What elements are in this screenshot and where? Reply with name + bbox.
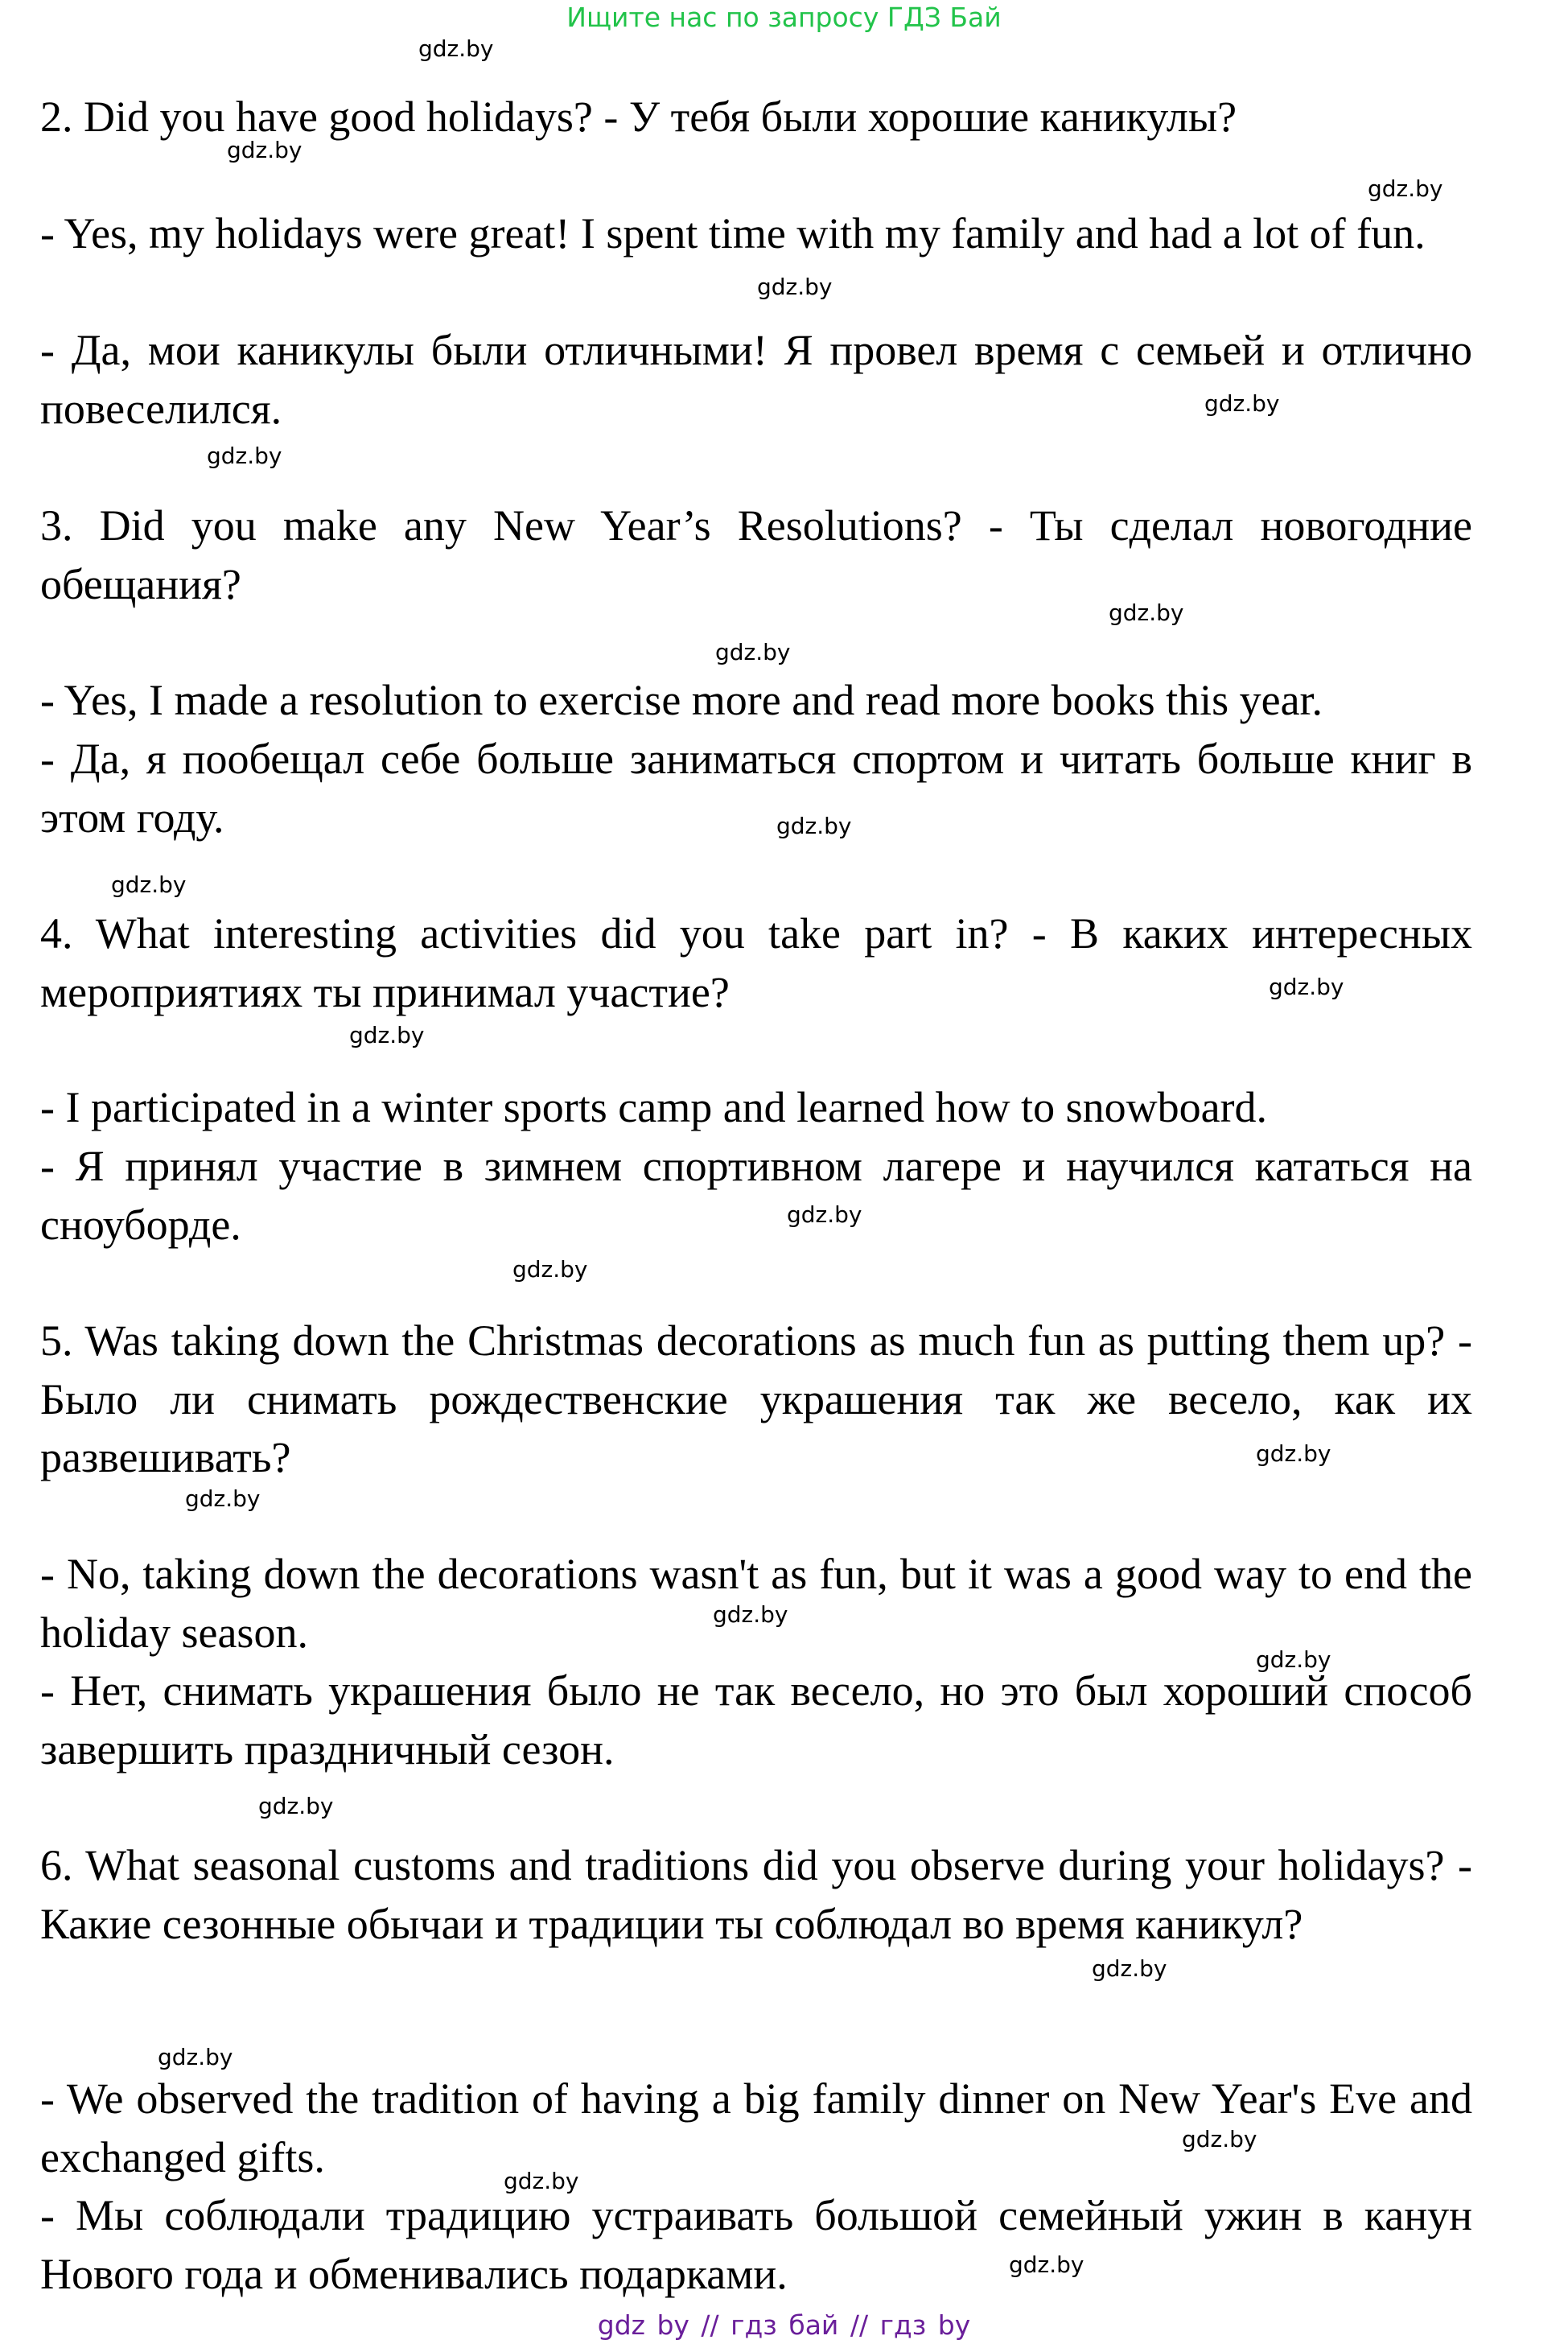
answer-3-english: - Yes, I made a resolution to exercise more and read more books this year. (40, 676, 1323, 724)
watermark: gdz.by (111, 871, 187, 898)
watermark: gdz.by (776, 813, 852, 839)
answer-4-english: - I participated in a winter sports camp and learned how to snowboard. (40, 1083, 1268, 1131)
answer-4-russian: - Я принял участие в зимнем спортивном лагере и научился кататься на сноуборде. (40, 1142, 1472, 1249)
answer-2-english: - Yes, my holidays were great! I spent time with my family and had a lot of fun. (40, 209, 1426, 257)
watermark: gdz.by (1204, 390, 1280, 417)
watermark: gdz.by (1269, 974, 1344, 1000)
watermark: gdz.by (207, 443, 282, 469)
answer-5-english: - No, taking down the decorations wasn't as fun, but it was a good way to end the holiday season. (40, 1550, 1472, 1657)
watermark: gdz.by (1009, 2251, 1084, 2278)
watermark: gdz.by (512, 1256, 588, 1283)
watermark: gdz.by (349, 1022, 425, 1048)
watermark: gdz.by (227, 137, 302, 163)
footer-links[interactable]: gdz by // гдз бай // гдз by (597, 2309, 971, 2341)
watermark: gdz.by (1368, 175, 1443, 202)
question-6: 6. What seasonal customs and traditions did you observe during your holidays? - Какие сезонные обычаи и традиции ты соблюдал во время каникул? (40, 1841, 1472, 1948)
watermark: gdz.by (1256, 1646, 1331, 1673)
watermark: gdz.by (757, 274, 833, 300)
search-hint-banner[interactable]: Ищите нас по запросу ГДЗ Бай (566, 2, 1002, 33)
watermark: gdz.by (713, 1601, 788, 1628)
question-5: 5. Was taking down the Christmas decorations as much fun as putting them up? - Было ли снимать рождественские украшения так же весело, как их развешивать? (40, 1316, 1472, 1481)
watermark: gdz.by (715, 639, 791, 665)
answer-2-russian: - Да, мои каникулы были отличными! Я провел время с семьей и отлично повеселился. (40, 326, 1472, 433)
watermark: gdz.by (1109, 599, 1184, 626)
answer-3-russian: - Да, я пообещал себе больше заниматься спортом и читать больше книг в этом году. (40, 735, 1472, 842)
question-3: 3. Did you make any New Year’s Resolutions? - Ты сделал новогодние обещания? (40, 501, 1472, 608)
watermark: gdz.by (185, 1485, 261, 1512)
watermark: gdz.by (258, 1793, 334, 1819)
question-2: 2. Did you have good holidays? - У тебя были хорошие каникулы? (40, 93, 1237, 141)
watermark: gdz.by (787, 1201, 862, 1228)
answer-5-russian: - Нет, снимать украшения было не так весело, но это был хороший способ завершить праздничный сезон. (40, 1666, 1472, 1773)
watermark: gdz.by (418, 35, 494, 62)
question-4: 4. What interesting activities did you take part in? - В каких интересных мероприятиях ты принимал участие? (40, 909, 1472, 1016)
watermark: gdz.by (1256, 1440, 1331, 1467)
watermark: gdz.by (1182, 2126, 1257, 2152)
answer-6-english: - We observed the tradition of having a big family dinner on New Year's Eve and exchanged gifts. (40, 2074, 1472, 2181)
watermark: gdz.by (504, 2168, 579, 2194)
answer-6-russian: - Мы соблюдали традицию устраивать большой семейный ужин в канун Нового года и обменивались подарками. (40, 2191, 1472, 2298)
watermark: gdz.by (1092, 1955, 1167, 1982)
watermark: gdz.by (158, 2044, 233, 2070)
